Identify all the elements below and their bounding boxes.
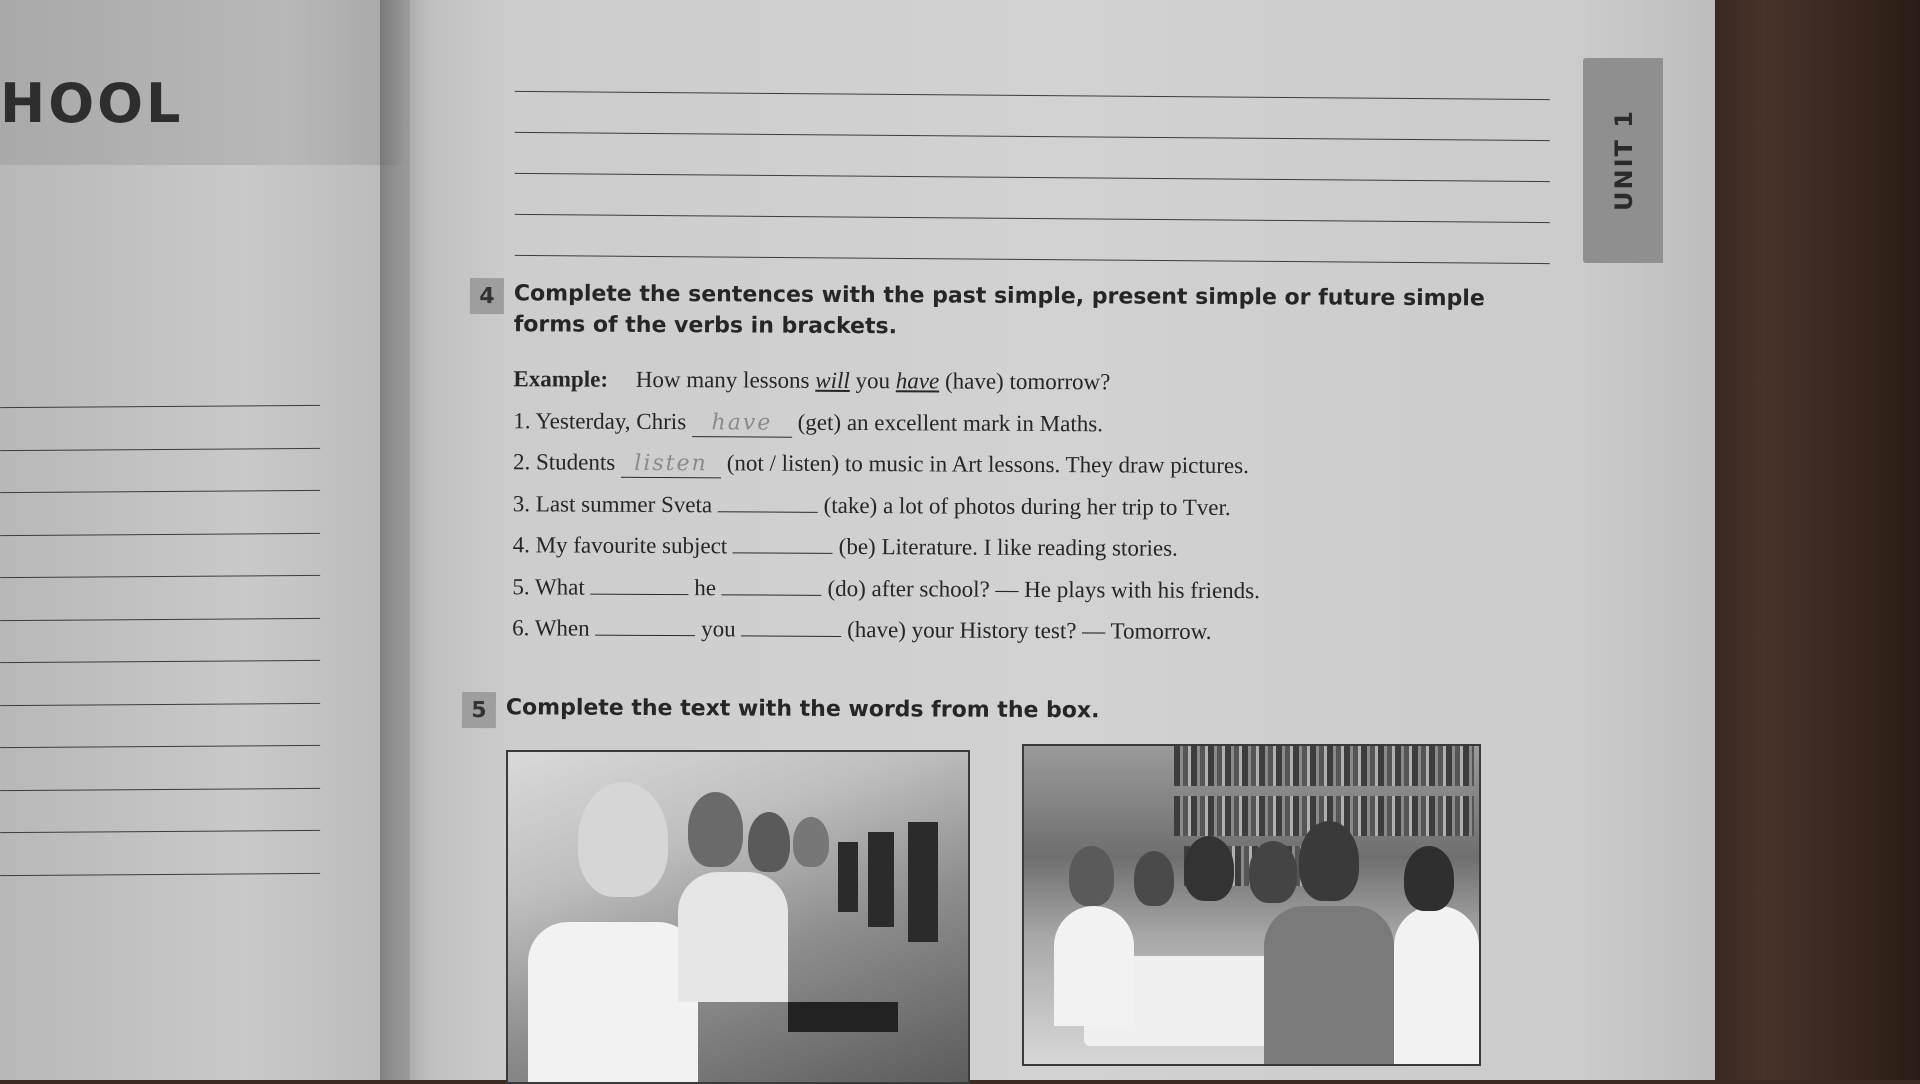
monitor-shape <box>908 822 938 942</box>
item-4-suffix: (be) Literature. I like reading stories. <box>838 533 1178 561</box>
student-figure <box>1299 821 1359 901</box>
task-5-section <box>462 692 1100 731</box>
item-2-answer-field[interactable]: listen <box>621 451 721 479</box>
item-3-prefix: 3. Last summer Sveta <box>512 490 713 517</box>
answer-line[interactable] <box>0 533 320 578</box>
item-1-prefix: 1. Yesterday, Chris <box>513 407 687 434</box>
item-4-answer-field[interactable] <box>733 534 833 554</box>
item-2-suffix: (not / listen) to music in Art lessons. They draw pictures. <box>726 450 1249 479</box>
example-text-before: How many lessons <box>635 366 810 393</box>
task-4-header <box>470 278 1600 346</box>
answer-line[interactable] <box>0 490 320 535</box>
item-6-prefix: 6. When <box>512 615 590 641</box>
answer-line[interactable] <box>0 788 320 833</box>
student-figure <box>748 812 790 872</box>
left-page-title: HOOL <box>0 72 184 135</box>
answer-line[interactable] <box>515 215 1550 264</box>
student-figure <box>1069 846 1114 906</box>
answer-line[interactable] <box>0 745 320 790</box>
book-spine-shadow <box>380 0 430 1080</box>
exercise-item-4 <box>512 524 1598 571</box>
exercise-item-3 <box>513 483 1599 530</box>
monitor-shape <box>838 842 858 912</box>
student-figure <box>1134 851 1174 906</box>
answer-line[interactable] <box>0 830 320 875</box>
item-1-answer-field[interactable]: have <box>692 410 792 438</box>
item-5-suffix: (do) after school? — He plays with his friends. <box>827 575 1260 603</box>
item-6-answer-field-1[interactable] <box>595 617 695 637</box>
example-row <box>513 358 1599 405</box>
answer-line[interactable] <box>0 660 320 705</box>
example-answer-have: have <box>895 368 940 394</box>
answer-line[interactable] <box>0 618 320 663</box>
top-answer-lines <box>515 55 1550 260</box>
student-figure <box>1264 906 1394 1066</box>
exercise-item-5 <box>512 566 1598 613</box>
item-5-prefix: 5. What <box>512 573 585 600</box>
exercise-item-1 <box>513 400 1599 447</box>
item-6-answer-field-2[interactable] <box>741 617 841 637</box>
example-answer-will: will <box>815 367 850 393</box>
task-4-section <box>468 278 1600 654</box>
item-2-prefix: 2. Students <box>512 449 616 475</box>
answer-line[interactable] <box>0 405 320 450</box>
keyboard-shape <box>788 1002 898 1032</box>
student-figure <box>528 922 698 1084</box>
student-figure <box>1054 906 1134 1026</box>
unit-tab-label-wrap <box>1599 100 1649 220</box>
item-6-mid: you <box>701 616 736 642</box>
example-label: Example: <box>513 366 609 392</box>
task-4-number: 4 <box>470 278 504 314</box>
task-4-instruction: Complete the sentences with the past simple, present simple or future simple forms of the verbs in brackets. <box>513 281 1485 340</box>
answer-line[interactable] <box>0 703 320 748</box>
item-5-answer-field-2[interactable] <box>722 576 822 596</box>
student-figure <box>688 792 743 867</box>
bookshelf <box>1174 746 1474 786</box>
task-5-instruction: Complete the text with the words from the box. <box>505 695 1100 724</box>
exercise-item-2 <box>513 441 1599 488</box>
task-5-number: 5 <box>462 692 496 728</box>
photo-library-group <box>1022 744 1481 1066</box>
student-figure <box>1184 836 1234 901</box>
item-5-mid: he <box>694 574 717 600</box>
answer-line[interactable] <box>0 448 320 493</box>
example-text-after: (have) tomorrow? <box>944 368 1111 395</box>
student-figure <box>1249 841 1297 903</box>
item-1-suffix: (get) an excellent mark in Maths. <box>797 409 1104 436</box>
item-6-suffix: (have) your History test? — Tomorrow. <box>847 616 1212 644</box>
exercise-list <box>512 358 1600 654</box>
student-figure <box>578 782 668 897</box>
student-figure <box>793 817 829 867</box>
unit-tab-label: UNIT 1 <box>1610 109 1638 211</box>
monitor-shape <box>868 832 894 927</box>
student-figure <box>678 872 788 1002</box>
item-4-prefix: 4. My favourite subject <box>512 532 728 559</box>
task-5-header <box>462 692 1100 731</box>
student-figure <box>1394 906 1479 1066</box>
answer-line[interactable] <box>0 575 320 620</box>
left-page <box>0 0 410 1080</box>
student-figure <box>1404 846 1454 911</box>
left-answer-lines <box>0 364 320 874</box>
answer-line[interactable] <box>0 363 320 408</box>
item-3-answer-field[interactable] <box>718 493 818 513</box>
example-text-mid: you <box>855 368 891 394</box>
item-3-suffix: (take) a lot of photos during her trip to Tver. <box>823 492 1231 520</box>
photo-computer-class <box>506 750 970 1084</box>
item-5-answer-field-1[interactable] <box>591 575 689 595</box>
exercise-item-6 <box>512 607 1598 654</box>
